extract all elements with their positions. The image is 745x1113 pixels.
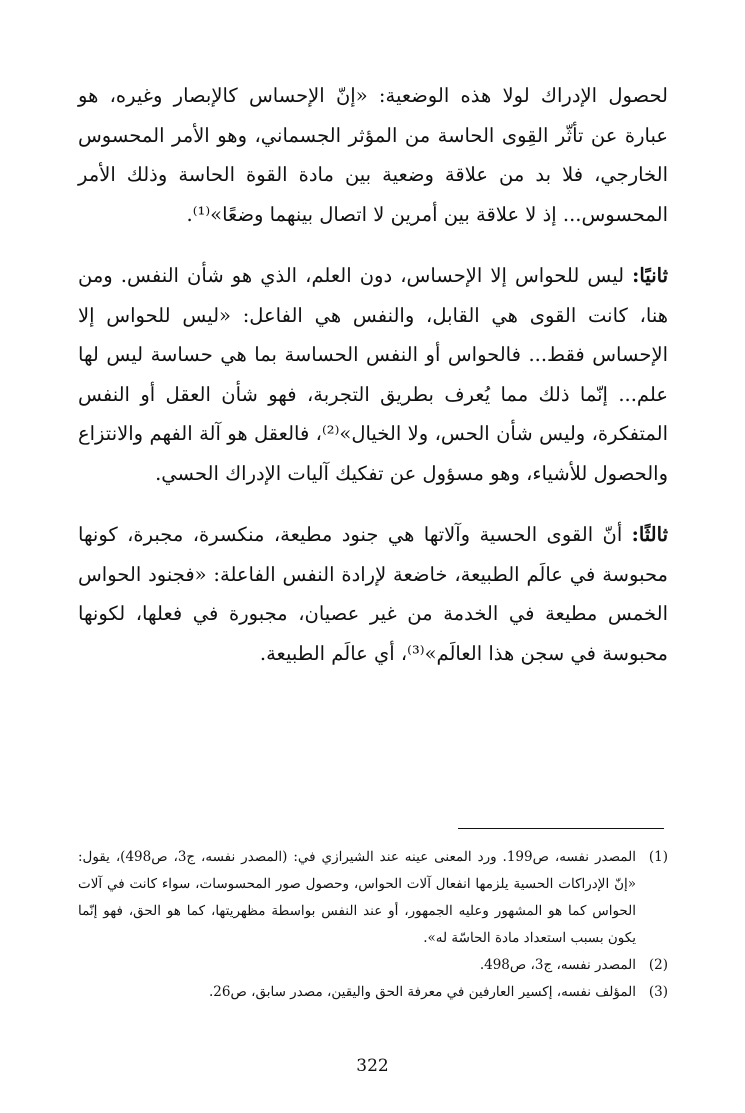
footnote-3 [78, 979, 668, 1006]
page-number: 322 [356, 1056, 389, 1076]
paragraph-2 [78, 256, 668, 493]
paragraph-text: لحصول الإدراك لولا هذه الوضعية: «إنّ الإحساس كالإبصار وغيره، هو عبارة عن تأثّر القِوى الحاسة من المؤثر الجسماني، وهو الأمر المحسوس الخارجي، فلا بد من علاقة وضعية بين مادة القوة الحاسة وذلك الأمر المحسوس... إذ لا علاقة بين أمرين لا اتصال بينهما وضعًا»⁽¹⁾. [78, 84, 668, 226]
paragraph-3 [78, 515, 668, 673]
paragraph-lead: ثانيًا: [632, 264, 668, 287]
footnote-1 [78, 844, 668, 952]
paragraph-1 [78, 76, 668, 234]
paragraph-lead: ثالثًا: [631, 523, 668, 546]
body-text [78, 76, 668, 695]
footnote-number: (2) [648, 957, 668, 973]
footnote-2 [78, 952, 668, 979]
footnote-number: (3) [648, 984, 668, 1000]
footnote-separator [458, 828, 664, 829]
footnote-text: المصدر نفسه، ص199. ورد المعنى عينه عند الشيرازي في: (المصدر نفسه، ج3، ص498)، يقول: «إنّ الإدراكات الحسية يلزمها انفعال آلات الحواس، وحصول صور المحسوسات، سواء كانت في آلات الحواس كما هو المشهور وعليه الجمهور، أو عند النفس بواسطة مظهريتها، كما هو الحق، فهو إنّما يكون بسبب استعداد مادة الحاسّة له». [78, 849, 636, 946]
footnotes [78, 844, 668, 1006]
paragraph-text: ليس للحواس إلا الإحساس، دون العلم، الذي هو شأن النفس. ومن هنا، كانت القوى هي القابل، والنفس هي الفاعل: «ليس للحواس إلا الإحساس فقط... فالحواس أو النفس الحساسة بما هي حساسة ليس لها علم... إنّما ذلك مما يُعرف بطريق التجربة، فهو شأن العقل أو النفس المتفكرة، وليس شأن الحس، ولا الخيال»⁽²⁾، فالعقل هو آلة الفهم والانتزاع والحصول للأشياء، وهو مسؤول عن تفكيك آليات الإدراك الحسي. [78, 264, 668, 485]
footnote-text: المؤلف نفسه، إكسير العارفين في معرفة الحق واليقين، مصدر سابق، ص26. [209, 984, 636, 1000]
footnote-text: المصدر نفسه، ج3، ص498. [479, 957, 636, 973]
footnote-number: (1) [648, 849, 668, 865]
paragraph-text: أنّ القوى الحسية وآلاتها هي جنود مطيعة، منكسرة، مجبرة، كونها محبوسة في عالَم الطبيعة، خاضعة لإرادة النفس الفاعلة: «فجنود الحواس الخمس مطيعة في الخدمة من غير عصيان، مجبورة في فعلها، لكونها محبوسة في سجن هذا العالَم»⁽³⁾، أي عالَم الطبيعة. [78, 523, 668, 665]
